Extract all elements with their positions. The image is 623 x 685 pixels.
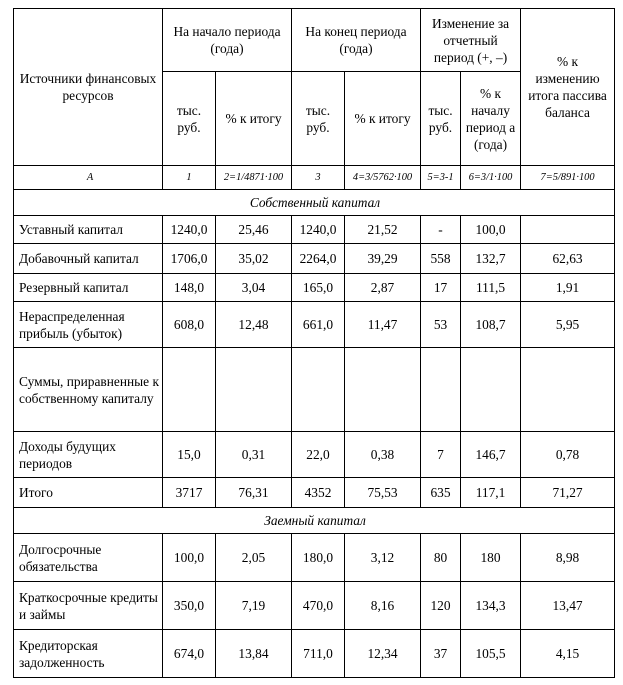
table-row (14, 582, 615, 630)
value-cell: 15,0 (163, 432, 216, 478)
row-label: Резервный капитал (14, 274, 163, 302)
header-period-end: На конец периода (года) (292, 9, 421, 72)
value-cell: 2,05 (216, 534, 292, 582)
table-row (14, 534, 615, 582)
value-cell: 13,84 (216, 630, 292, 678)
row-label: Суммы, приравненные к собственному капиталу (14, 348, 163, 432)
value-cell: 12,34 (345, 630, 421, 678)
header-thousand-rub-change: тыс. руб. (421, 72, 461, 166)
value-cell: 22,0 (292, 432, 345, 478)
value-cell: 148,0 (163, 274, 216, 302)
value-cell (421, 348, 461, 432)
value-cell: 3,04 (216, 274, 292, 302)
index-cell: 1 (163, 166, 216, 190)
value-cell: 105,5 (461, 630, 521, 678)
value-cell: 0,31 (216, 432, 292, 478)
header-period-start: На начало периода (года) (163, 9, 292, 72)
section-title: Заемный капитал (14, 508, 615, 534)
value-cell: 180,0 (292, 534, 345, 582)
value-cell: 350,0 (163, 582, 216, 630)
row-label: Уставный капитал (14, 216, 163, 244)
row-label: Добавочный капитал (14, 244, 163, 274)
header-thousand-rub-start: тыс. руб. (163, 72, 216, 166)
value-cell (292, 348, 345, 432)
value-cell: 132,7 (461, 244, 521, 274)
value-cell: 1706,0 (163, 244, 216, 274)
value-cell (461, 348, 521, 432)
index-cell: 7=5/891·100 (521, 166, 615, 190)
value-cell: 558 (421, 244, 461, 274)
value-cell: 4,15 (521, 630, 615, 678)
value-cell: 5,95 (521, 302, 615, 348)
index-cell: 3 (292, 166, 345, 190)
value-cell: 134,3 (461, 582, 521, 630)
value-cell: 7,19 (216, 582, 292, 630)
row-label: Нераспределенная прибыль (убыток) (14, 302, 163, 348)
index-cell: А (14, 166, 163, 190)
value-cell: 21,52 (345, 216, 421, 244)
value-cell: 470,0 (292, 582, 345, 630)
value-cell: 635 (421, 478, 461, 508)
row-label: Краткосрочные кредиты и займы (14, 582, 163, 630)
table-row (14, 244, 615, 274)
value-cell: 35,02 (216, 244, 292, 274)
value-cell: 4352 (292, 478, 345, 508)
header-sources: Источники финансовых ресурсов (14, 9, 163, 166)
value-cell: 7 (421, 432, 461, 478)
value-cell: 117,1 (461, 478, 521, 508)
value-cell: 674,0 (163, 630, 216, 678)
value-cell: 12,48 (216, 302, 292, 348)
table-row (14, 478, 615, 508)
value-cell: 180 (461, 534, 521, 582)
table-row (14, 216, 615, 244)
header-change: Изменение за отчетный период (+, –) (421, 9, 521, 72)
value-cell: 8,16 (345, 582, 421, 630)
value-cell: 100,0 (163, 534, 216, 582)
value-cell (345, 348, 421, 432)
financial-sources-table (13, 8, 615, 678)
section-row (14, 508, 615, 534)
table-row (14, 274, 615, 302)
value-cell: 2,87 (345, 274, 421, 302)
index-row (14, 166, 615, 190)
value-cell: 608,0 (163, 302, 216, 348)
value-cell: 0,38 (345, 432, 421, 478)
value-cell: 17 (421, 274, 461, 302)
table-row (14, 630, 615, 678)
value-cell: 2264,0 (292, 244, 345, 274)
value-cell: 76,31 (216, 478, 292, 508)
value-cell: 80 (421, 534, 461, 582)
value-cell: 13,47 (521, 582, 615, 630)
value-cell: 1240,0 (163, 216, 216, 244)
index-cell: 5=3-1 (421, 166, 461, 190)
value-cell: 37 (421, 630, 461, 678)
section-row (14, 190, 615, 216)
value-cell: 62,63 (521, 244, 615, 274)
row-label: Долгосрочные обязательства (14, 534, 163, 582)
value-cell: 661,0 (292, 302, 345, 348)
value-cell (521, 216, 615, 244)
row-label: Доходы будущих периодов (14, 432, 163, 478)
table-row (14, 432, 615, 478)
value-cell: 1,91 (521, 274, 615, 302)
value-cell (216, 348, 292, 432)
value-cell: - (421, 216, 461, 244)
value-cell: 3717 (163, 478, 216, 508)
value-cell: 100,0 (461, 216, 521, 244)
header-pct-total-end: % к итогу (345, 72, 421, 166)
value-cell: 120 (421, 582, 461, 630)
value-cell: 111,5 (461, 274, 521, 302)
value-cell: 711,0 (292, 630, 345, 678)
value-cell: 146,7 (461, 432, 521, 478)
index-cell: 2=1/4871·100 (216, 166, 292, 190)
value-cell: 53 (421, 302, 461, 348)
header-pct-total-start: % к итогу (216, 72, 292, 166)
header-thousand-rub-end: тыс. руб. (292, 72, 345, 166)
value-cell: 0,78 (521, 432, 615, 478)
value-cell: 25,46 (216, 216, 292, 244)
value-cell: 3,12 (345, 534, 421, 582)
table-row (14, 348, 615, 432)
header-pct-change-total: % к изменению итога пассива баланса (521, 9, 615, 166)
row-label: Итого (14, 478, 163, 508)
value-cell: 108,7 (461, 302, 521, 348)
value-cell: 1240,0 (292, 216, 345, 244)
value-cell: 8,98 (521, 534, 615, 582)
value-cell: 11,47 (345, 302, 421, 348)
value-cell: 39,29 (345, 244, 421, 274)
value-cell: 71,27 (521, 478, 615, 508)
row-label: Кредиторская задолженность (14, 630, 163, 678)
index-cell: 6=3/1·100 (461, 166, 521, 190)
section-title: Собственный капитал (14, 190, 615, 216)
value-cell (163, 348, 216, 432)
value-cell (521, 348, 615, 432)
index-cell: 4=3/5762·100 (345, 166, 421, 190)
value-cell: 165,0 (292, 274, 345, 302)
header-pct-period-start: % к началу период а (года) (461, 72, 521, 166)
value-cell: 75,53 (345, 478, 421, 508)
table-row (14, 302, 615, 348)
